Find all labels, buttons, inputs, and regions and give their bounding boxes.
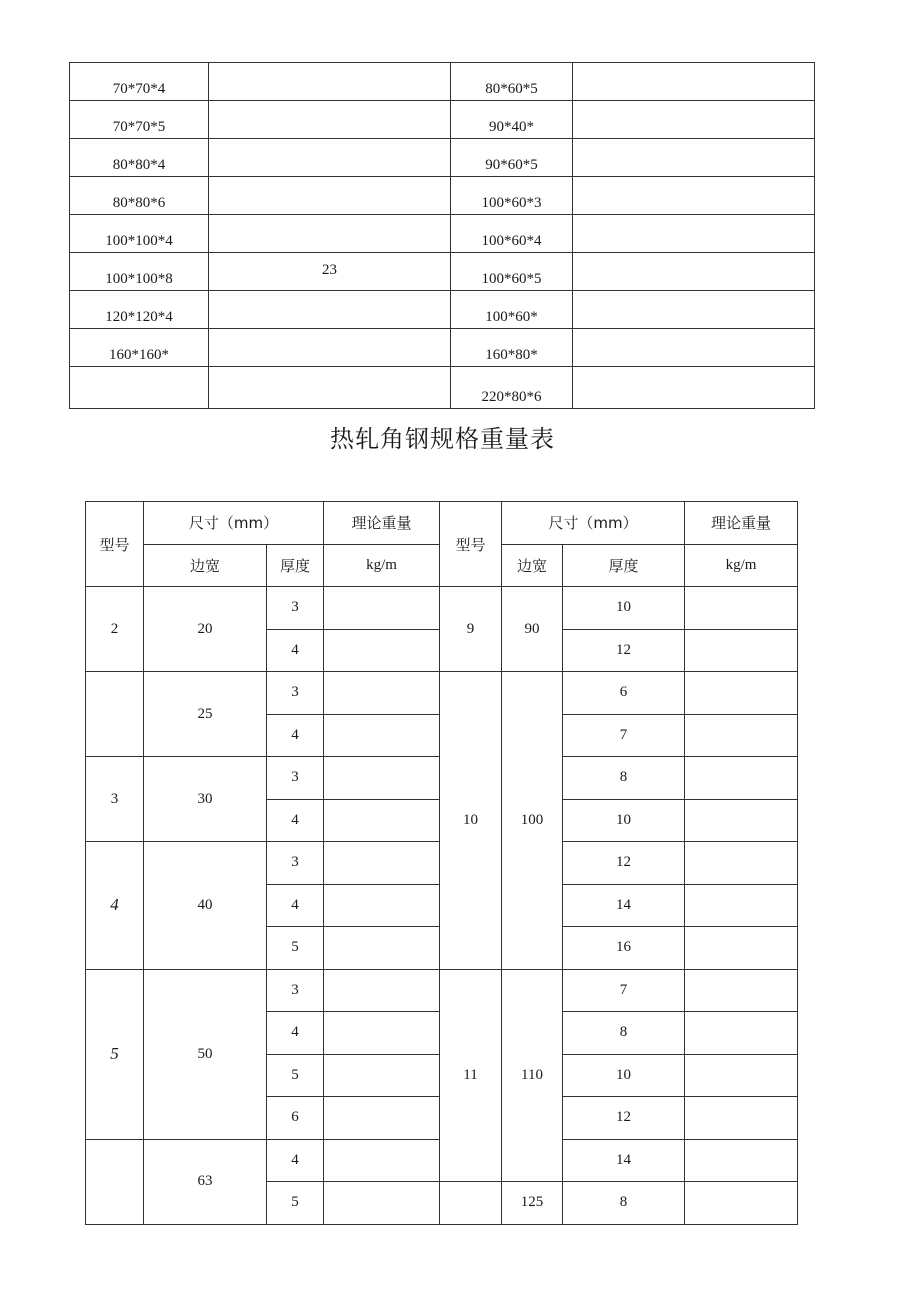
thickness-cell: 5	[267, 1054, 324, 1097]
spec-cell: 100*60*4	[451, 215, 573, 253]
weight-cell	[324, 629, 440, 672]
thickness-cell: 14	[563, 1139, 685, 1182]
weight-cell	[685, 884, 798, 927]
header-size: 尺寸（mm）	[144, 502, 324, 545]
thickness-cell: 8	[563, 757, 685, 800]
width-cell: 30	[144, 757, 267, 842]
table-row	[70, 139, 815, 177]
weight-cell	[324, 587, 440, 630]
weight-cell	[209, 139, 451, 177]
weight-cell	[573, 253, 815, 291]
spec-cell: 70*70*4	[70, 63, 209, 101]
spec-cell: 80*60*5	[451, 63, 573, 101]
spec-cell: 70*70*5	[70, 101, 209, 139]
header-row-1	[86, 502, 798, 545]
thickness-cell: 12	[563, 1097, 685, 1140]
weight-cell	[685, 842, 798, 885]
width-cell: 40	[144, 842, 267, 970]
page-title: 热轧角钢规格重量表	[330, 425, 555, 453]
thickness-cell: 3	[267, 842, 324, 885]
width-cell: 100	[502, 672, 563, 970]
model-cell: 11	[440, 969, 502, 1182]
weight-cell	[685, 1097, 798, 1140]
table-row	[70, 253, 815, 291]
thickness-cell: 7	[563, 969, 685, 1012]
header-model: 型号	[86, 502, 144, 587]
weight-cell	[324, 714, 440, 757]
model-cell	[86, 1139, 144, 1224]
thickness-cell: 10	[563, 1054, 685, 1097]
spec-cell: 160*160*	[70, 329, 209, 367]
table-row	[70, 367, 815, 409]
spec-cell: 80*80*6	[70, 177, 209, 215]
thickness-cell: 4	[267, 799, 324, 842]
weight-cell	[573, 291, 815, 329]
weight-cell	[685, 1182, 798, 1225]
width-cell: 110	[502, 969, 563, 1182]
table-row	[86, 969, 798, 1012]
thickness-cell: 3	[267, 672, 324, 715]
weight-cell	[573, 367, 815, 409]
width-cell: 25	[144, 672, 267, 757]
thickness-cell: 12	[563, 842, 685, 885]
weight-cell	[324, 1012, 440, 1055]
model-cell: 3	[86, 757, 144, 842]
model-cell: 10	[440, 672, 502, 970]
spec-cell	[70, 367, 209, 409]
thickness-cell: 12	[563, 629, 685, 672]
thickness-cell: 10	[563, 799, 685, 842]
width-cell: 63	[144, 1139, 267, 1224]
thickness-cell: 4	[267, 1012, 324, 1055]
model-cell: 5	[86, 969, 144, 1139]
thickness-cell: 3	[267, 969, 324, 1012]
weight-cell	[324, 1054, 440, 1097]
weight-cell: 23	[209, 253, 451, 291]
spec-cell: 100*60*5	[451, 253, 573, 291]
spec-cell: 120*120*4	[70, 291, 209, 329]
thickness-cell: 7	[563, 714, 685, 757]
table-row	[70, 329, 815, 367]
weight-cell	[573, 101, 815, 139]
weight-cell	[209, 177, 451, 215]
model-cell: 4	[86, 842, 144, 970]
weight-cell	[685, 757, 798, 800]
table-row	[70, 291, 815, 329]
thickness-cell: 10	[563, 587, 685, 630]
table-row	[86, 672, 798, 715]
spec-cell: 220*80*6	[451, 367, 573, 409]
header-unit: kg/m	[324, 544, 440, 587]
weight-cell	[324, 1097, 440, 1140]
spec-cell: 100*60*	[451, 291, 573, 329]
model-cell: 2	[86, 587, 144, 672]
header-thickness: 厚度	[267, 544, 324, 587]
weight-cell	[209, 291, 451, 329]
header-size: 尺寸（mm）	[502, 502, 685, 545]
thickness-cell: 4	[267, 1139, 324, 1182]
weight-cell	[685, 1054, 798, 1097]
weight-cell	[685, 1012, 798, 1055]
weight-cell	[685, 672, 798, 715]
weight-cell	[324, 884, 440, 927]
model-cell	[440, 1182, 502, 1225]
table-row	[70, 101, 815, 139]
spec-cell: 80*80*4	[70, 139, 209, 177]
weight-cell	[324, 1182, 440, 1225]
weight-cell	[209, 329, 451, 367]
weight-cell	[324, 969, 440, 1012]
thickness-cell: 14	[563, 884, 685, 927]
top-spec-table	[69, 62, 815, 409]
header-unit: kg/m	[685, 544, 798, 587]
thickness-cell: 16	[563, 927, 685, 970]
thickness-cell: 3	[267, 587, 324, 630]
width-cell: 20	[144, 587, 267, 672]
width-cell: 90	[502, 587, 563, 672]
width-cell: 125	[502, 1182, 563, 1225]
thickness-cell: 5	[267, 1182, 324, 1225]
weight-cell	[209, 215, 451, 253]
table-row	[70, 215, 815, 253]
angle-steel-weight-table	[85, 501, 798, 1225]
thickness-cell: 5	[267, 927, 324, 970]
header-width: 边宽	[502, 544, 563, 587]
thickness-cell: 8	[563, 1182, 685, 1225]
spec-cell: 90*40*	[451, 101, 573, 139]
table-row	[86, 587, 798, 630]
header-theoretical-weight: 理论重量	[324, 502, 440, 545]
thickness-cell: 8	[563, 1012, 685, 1055]
weight-cell	[685, 927, 798, 970]
table-row	[70, 177, 815, 215]
spec-cell: 100*100*8	[70, 253, 209, 291]
width-cell: 50	[144, 969, 267, 1139]
weight-cell	[324, 672, 440, 715]
weight-cell	[573, 329, 815, 367]
spec-cell: 100*100*4	[70, 215, 209, 253]
weight-cell	[685, 587, 798, 630]
spec-cell: 160*80*	[451, 329, 573, 367]
weight-cell	[685, 714, 798, 757]
weight-cell	[573, 139, 815, 177]
weight-cell	[685, 1139, 798, 1182]
weight-cell	[573, 177, 815, 215]
thickness-cell: 3	[267, 757, 324, 800]
table-row	[70, 63, 815, 101]
model-cell	[86, 672, 144, 757]
weight-cell	[573, 63, 815, 101]
weight-cell	[685, 799, 798, 842]
weight-cell	[324, 927, 440, 970]
weight-cell	[324, 757, 440, 800]
weight-cell	[324, 1139, 440, 1182]
thickness-cell: 4	[267, 714, 324, 757]
weight-cell	[209, 367, 451, 409]
header-width: 边宽	[144, 544, 267, 587]
weight-cell	[685, 969, 798, 1012]
weight-cell	[573, 215, 815, 253]
thickness-cell: 6	[563, 672, 685, 715]
thickness-cell: 6	[267, 1097, 324, 1140]
header-theoretical-weight: 理论重量	[685, 502, 798, 545]
spec-cell: 100*60*3	[451, 177, 573, 215]
model-cell: 9	[440, 587, 502, 672]
weight-cell	[324, 799, 440, 842]
header-model: 型号	[440, 502, 502, 587]
header-thickness: 厚度	[563, 544, 685, 587]
thickness-cell: 4	[267, 884, 324, 927]
weight-cell	[209, 63, 451, 101]
thickness-cell: 4	[267, 629, 324, 672]
weight-cell	[685, 629, 798, 672]
weight-cell	[209, 101, 451, 139]
weight-cell	[324, 842, 440, 885]
spec-cell: 90*60*5	[451, 139, 573, 177]
